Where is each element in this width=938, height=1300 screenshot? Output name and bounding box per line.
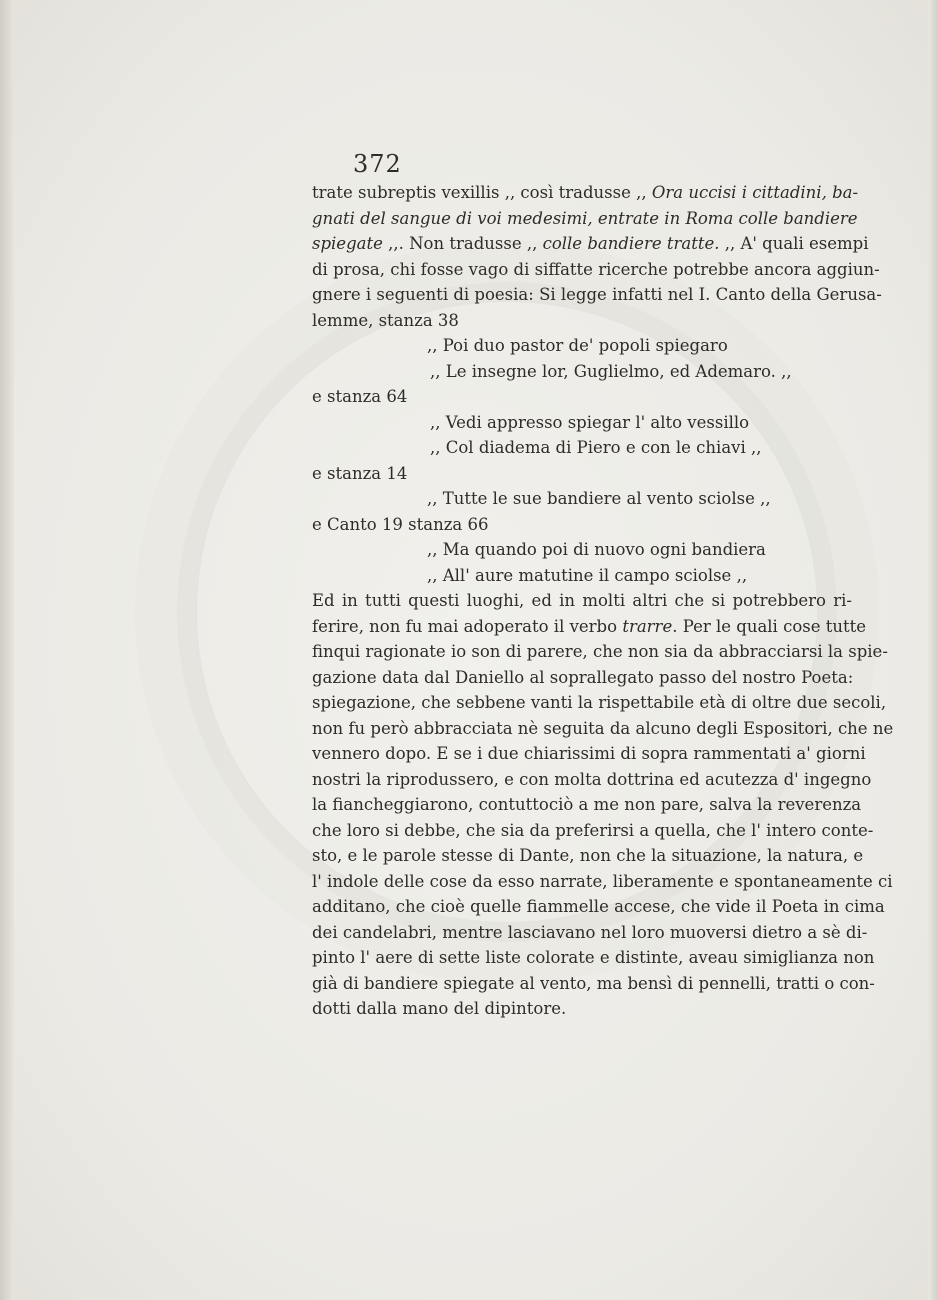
text-line: [312, 588, 852, 614]
italic-text: colle bandiere tratte.: [542, 234, 720, 253]
text-span: sto, e le parole stesse di Dante, non che la situazione, la natura, e: [312, 846, 864, 865]
text-span: l' indole delle cose da esso narrate, liberamente e spontaneamente ci: [312, 871, 893, 891]
text-span: e stanza 64: [312, 387, 408, 406]
text-span: . Per le quali cose tutte: [672, 616, 867, 636]
text-span: trate subreptis vexillis ,, così tradusse ,,: [312, 183, 652, 202]
text-line: [312, 818, 874, 844]
text-line: [312, 996, 852, 1022]
verse-line: [312, 435, 852, 461]
text-span: ,, A' quali esempi: [719, 234, 869, 253]
text-line: [312, 665, 852, 691]
text-span: la fiancheggiarono, contuttociò a me non pare, salva la reverenza: [312, 795, 862, 814]
text-span: non fu però abbracciata nè seguita da alcuno degli Espositori, che ne: [312, 718, 894, 738]
verse-line: [312, 537, 852, 563]
text-span: vennero dopo. E se i due chiarissimi di sopra rammentati a' giorni: [312, 744, 866, 763]
verse-line: [312, 333, 852, 359]
text-line: [312, 180, 859, 206]
italic-text: Ora uccisi i cittadini, ba-: [651, 183, 859, 202]
body-text: [312, 180, 894, 1022]
text-span: finqui ragionate io son di parere, che non sia da abbracciarsi la spie-: [312, 642, 888, 661]
text-span: ,,. Non tradusse ,,: [382, 234, 543, 253]
text-span: ,, Vedi appresso spiegar l' alto vessillo: [430, 412, 750, 432]
italic-text: spiegate: [312, 234, 383, 253]
page-number: 372: [353, 150, 402, 178]
text-span: ,, Ma quando poi di nuovo ogni bandiera: [427, 540, 766, 559]
verse-line: [312, 359, 852, 385]
text-line: [312, 792, 862, 818]
text-line: [312, 308, 852, 334]
text-line: [312, 512, 852, 538]
page-edge-left: [0, 0, 14, 1300]
text-span: ,, Le insegne lor, Guglielmo, ed Ademaro. ,,: [430, 361, 792, 381]
text-span: nostri la riprodussero, e con molta dottrina ed acutezza d' ingegno: [312, 769, 872, 789]
text-line: [312, 716, 894, 742]
text-span: ,, Tutte le sue bandiere al vento sciolse ,,: [427, 489, 771, 508]
text-line: [312, 945, 875, 971]
text-line: [312, 639, 888, 665]
italic-text: trarre: [622, 616, 673, 636]
text-span: già di bandiere spiegate al vento, ma bensì di pennelli, tratti o con-: [312, 973, 875, 993]
text-span: spiegazione, che sebbene vanti la rispettabile età di oltre due secoli,: [312, 693, 887, 712]
text-line: [312, 741, 866, 767]
text-span: ferire, non fu mai adoperato il verbo: [312, 616, 623, 636]
text-span: gazione data dal Daniello al soprallegato passo del nostro Poeta:: [312, 667, 854, 687]
text-line: [312, 614, 867, 640]
text-line: [312, 894, 885, 920]
text-line: [312, 767, 872, 793]
text-line: [312, 231, 869, 257]
text-line: [312, 690, 887, 716]
text-span: additano, che cioè quelle fiammelle accese, che vide il Poeta in cima: [312, 897, 885, 916]
text-span: ,, All' aure matutine il campo sciolse ,,: [427, 565, 748, 585]
text-span: lemme, stanza 38: [312, 310, 459, 330]
text-span: dotti dalla mano del dipintore.: [312, 999, 567, 1018]
text-span: e Canto 19 stanza 66: [312, 514, 489, 534]
italic-text: gnati del sangue di voi medesimi, entrate in Roma colle bandiere: [312, 208, 858, 228]
text-line: [312, 282, 882, 308]
text-span: gnere i seguenti di poesia: Si legge infatti nel I. Canto della Gerusa-: [312, 285, 882, 304]
text-line: [312, 971, 875, 997]
verse-line: [312, 486, 852, 512]
text-line: [312, 384, 852, 410]
text-line: [312, 461, 852, 487]
page-edge-right: [928, 0, 938, 1300]
text-span: ,, Poi duo pastor de' popoli spiegaro: [427, 336, 728, 355]
text-line: [312, 920, 868, 946]
text-line: [312, 843, 864, 869]
text-line: [312, 869, 893, 895]
text-span: dei candelabri, mentre lasciavano nel loro muoversi dietro a sè di-: [312, 922, 868, 942]
text-line: [312, 206, 858, 232]
verse-line: [312, 563, 852, 589]
text-span: Ed in tutti questi luoghi, ed in molti altri che si potrebbero ri-: [312, 591, 852, 610]
text-span: di prosa, chi fosse vago di siffatte ricerche potrebbe ancora aggiun-: [312, 259, 880, 279]
verse-line: [312, 410, 852, 436]
text-span: e stanza 14: [312, 463, 408, 483]
text-line: [312, 257, 880, 283]
text-span: pinto l' aere di sette liste colorate e distinte, aveau simiglianza non: [312, 948, 875, 967]
text-span: ,, Col diadema di Piero e con le chiavi ,,: [430, 438, 762, 457]
text-span: che loro si debbe, che sia da preferirsi a quella, che l' intero conte-: [312, 820, 874, 840]
